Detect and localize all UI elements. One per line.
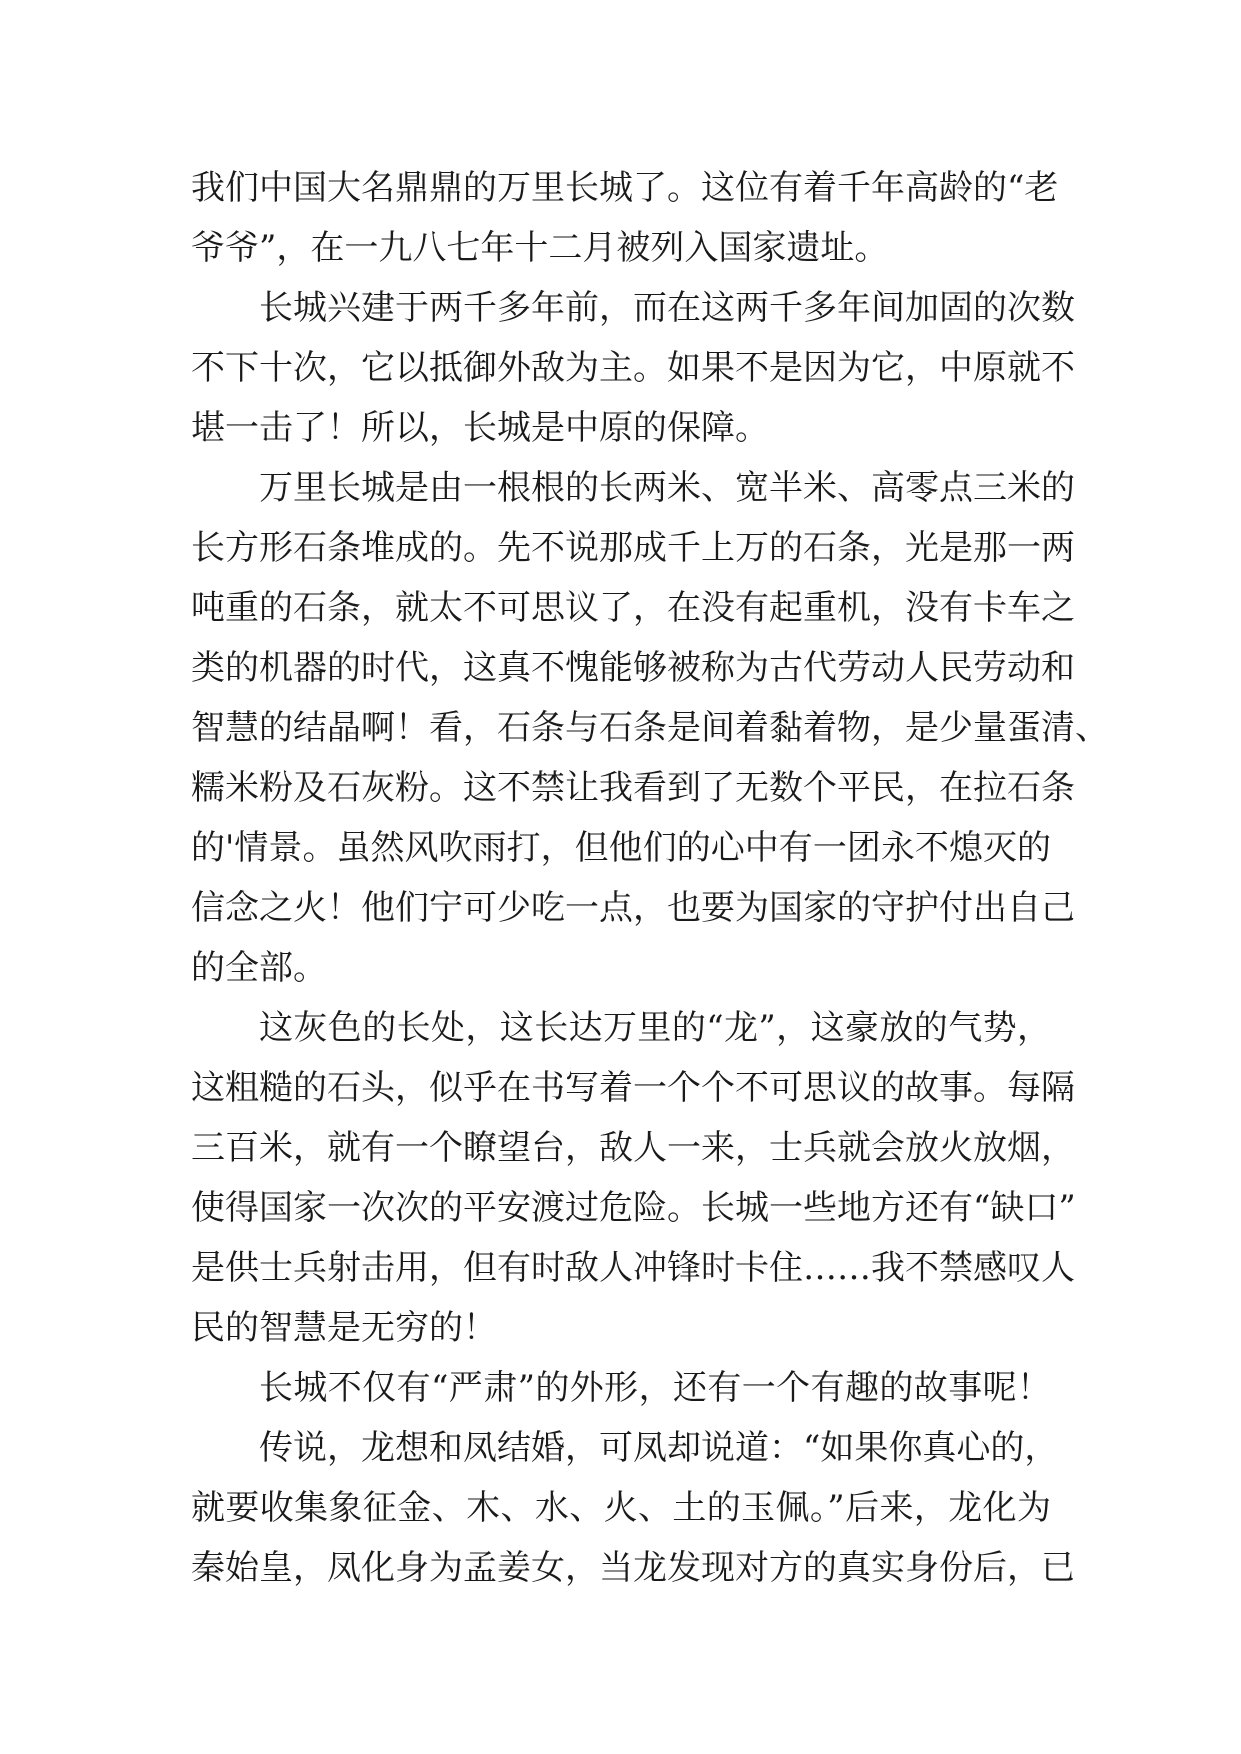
text-line: 类的机器的时代，这真不愧能够被称为古代劳动人民劳动和 [191, 648, 1075, 688]
text-line: 爷爷”，在一九八七年十二月被列入国家遗址。 [191, 228, 889, 268]
text-line: 堪一击了！所以，长城是中原的保障。 [191, 408, 769, 448]
text-line: 传说，龙想和凤结婚，可凤却说道：“如果你真心的， [259, 1428, 1059, 1468]
text-line: 智慧的结晶啊！看，石条与石条是间着黏着物，是少量蛋清、 [191, 708, 1109, 748]
text-line: 的全部。 [191, 948, 327, 988]
text-line: 糯米粉及石灰粉。这不禁让我看到了无数个平民，在拉石条 [191, 768, 1075, 808]
text-line: 民的智慧是无穷的！ [191, 1308, 497, 1348]
text-line: 吨重的石条，就太不可思议了，在没有起重机，没有卡车之 [191, 588, 1075, 628]
document-body [191, 158, 1109, 1598]
text-line: 就要收集象征金、木、水、火、土的玉佩。”后来，龙化为 [191, 1488, 1051, 1528]
text-line: 三百米，就有一个瞭望台，敌人一来，士兵就会放火放烟， [191, 1128, 1075, 1168]
text-line: 使得国家一次次的平安渡过危险。长城一些地方还有“缺口” [191, 1188, 1076, 1228]
text-line: 万里长城是由一根根的长两米、宽半米、高零点三米的 [259, 468, 1075, 508]
text-line: 这灰色的长处，这长达万里的“龙”，这豪放的气势， [259, 1008, 1051, 1048]
text-line: 长方形石条堆成的。先不说那成千上万的石条，光是那一两 [191, 528, 1075, 568]
text-line: 这粗糙的石头，似乎在书写着一个个不可思议的故事。每隔 [191, 1068, 1075, 1108]
text-line: 长城不仅有“严肃”的外形，还有一个有趣的故事呢！ [259, 1368, 1051, 1408]
text-line: 的'情景。虽然风吹雨打，但他们的心中有一团永不熄灭的 [191, 828, 1051, 868]
text-line: 长城兴建于两千多年前，而在这两千多年间加固的次数 [259, 288, 1075, 328]
text-line: 信念之火！他们宁可少吃一点，也要为国家的守护付出自己 [191, 888, 1075, 928]
text-line: 不下十次，它以抵御外敌为主。如果不是因为它，中原就不 [191, 348, 1075, 388]
text-line: 我们中国大名鼎鼎的万里长城了。这位有着千年高龄的“老 [191, 168, 1059, 208]
text-line: 秦始皇，凤化身为孟姜女，当龙发现对方的真实身份后，已 [191, 1548, 1075, 1588]
text-line: 是供士兵射击用，但有时敌人冲锋时卡住……我不禁感叹人 [191, 1248, 1075, 1288]
